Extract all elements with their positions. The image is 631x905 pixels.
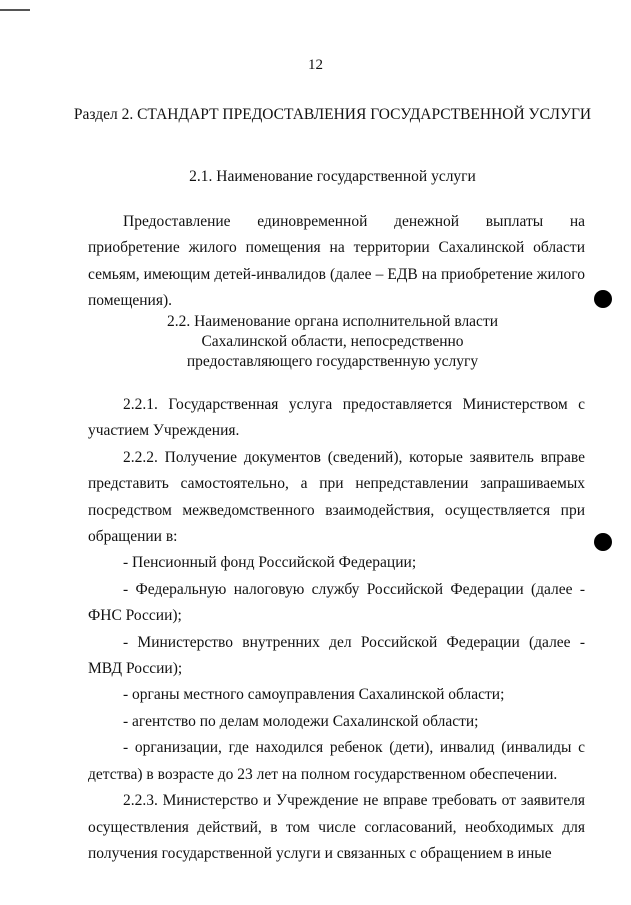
page-number: 12 — [308, 57, 323, 73]
list-item: - организации, где находился ребенок (дети), инвалид (инвалиды с детства) в возрасте до 23 лет на полном государственном обеспечении. — [88, 739, 585, 783]
punch-hole — [594, 290, 612, 308]
subsection-title-line: Сахалинской области, непосредственно — [201, 333, 464, 350]
paragraph-text: Предоставление единовременной денежной выплаты на приобретение жилого помещения на территории Сахалинской области семьям, имеющим детей-инвалидов (далее – ЕДВ на приобретение жилого помещения). — [88, 213, 585, 310]
paragraph-2-2-1: 2.2.1. Государственная услуга предоставляется Министерством с участием Учреждения. — [88, 396, 585, 440]
scan-edge-mark — [0, 9, 30, 11]
subsection-title-line: предоставляющего государственную услугу — [186, 353, 479, 370]
list-item: - органы местного самоуправления Сахалинской области; — [123, 686, 505, 704]
list-item: - Пенсионный фонд Российской Федерации; — [123, 554, 417, 572]
list-item: - агентство по делам молодежи Сахалинской области; — [123, 712, 479, 730]
list-item: - Министерство внутренних дел Российской Федерации (далее - МВД России); — [88, 633, 585, 678]
paragraph-2-2-2: 2.2.2. Получение документов (сведений), которые заявитель вправе представить самостоятельно, а при непредставлении запрашиваемых посредством межведомственного взаимодействия, осуществляется при обращении в: — [88, 448, 585, 546]
section-2-2-body — [88, 392, 585, 867]
paragraph-2-1 — [88, 209, 585, 315]
list-item: - Федеральную налоговую службу Российской Федерации (далее - ФНС России); — [88, 580, 585, 625]
subsection-title-line: 2.2. Наименование органа исполнительной власти — [166, 313, 499, 330]
section-title: Раздел 2. СТАНДАРТ ПРЕДОСТАВЛЕНИЯ ГОСУДАРСТВЕННОЙ УСЛУГИ — [73, 106, 592, 123]
paragraph-2-2-3: 2.2.3. Министерство и Учреждение не вправе требовать от заявителя осуществления действий, в том числе согласований, необходимых для получения государственной услуги и связанных с обращением в иные — [88, 792, 585, 862]
punch-hole — [594, 533, 612, 551]
subsection-title-2-2 — [60, 312, 605, 372]
subsection-title-2-1: 2.1. Наименование государственной услуги — [189, 168, 476, 185]
